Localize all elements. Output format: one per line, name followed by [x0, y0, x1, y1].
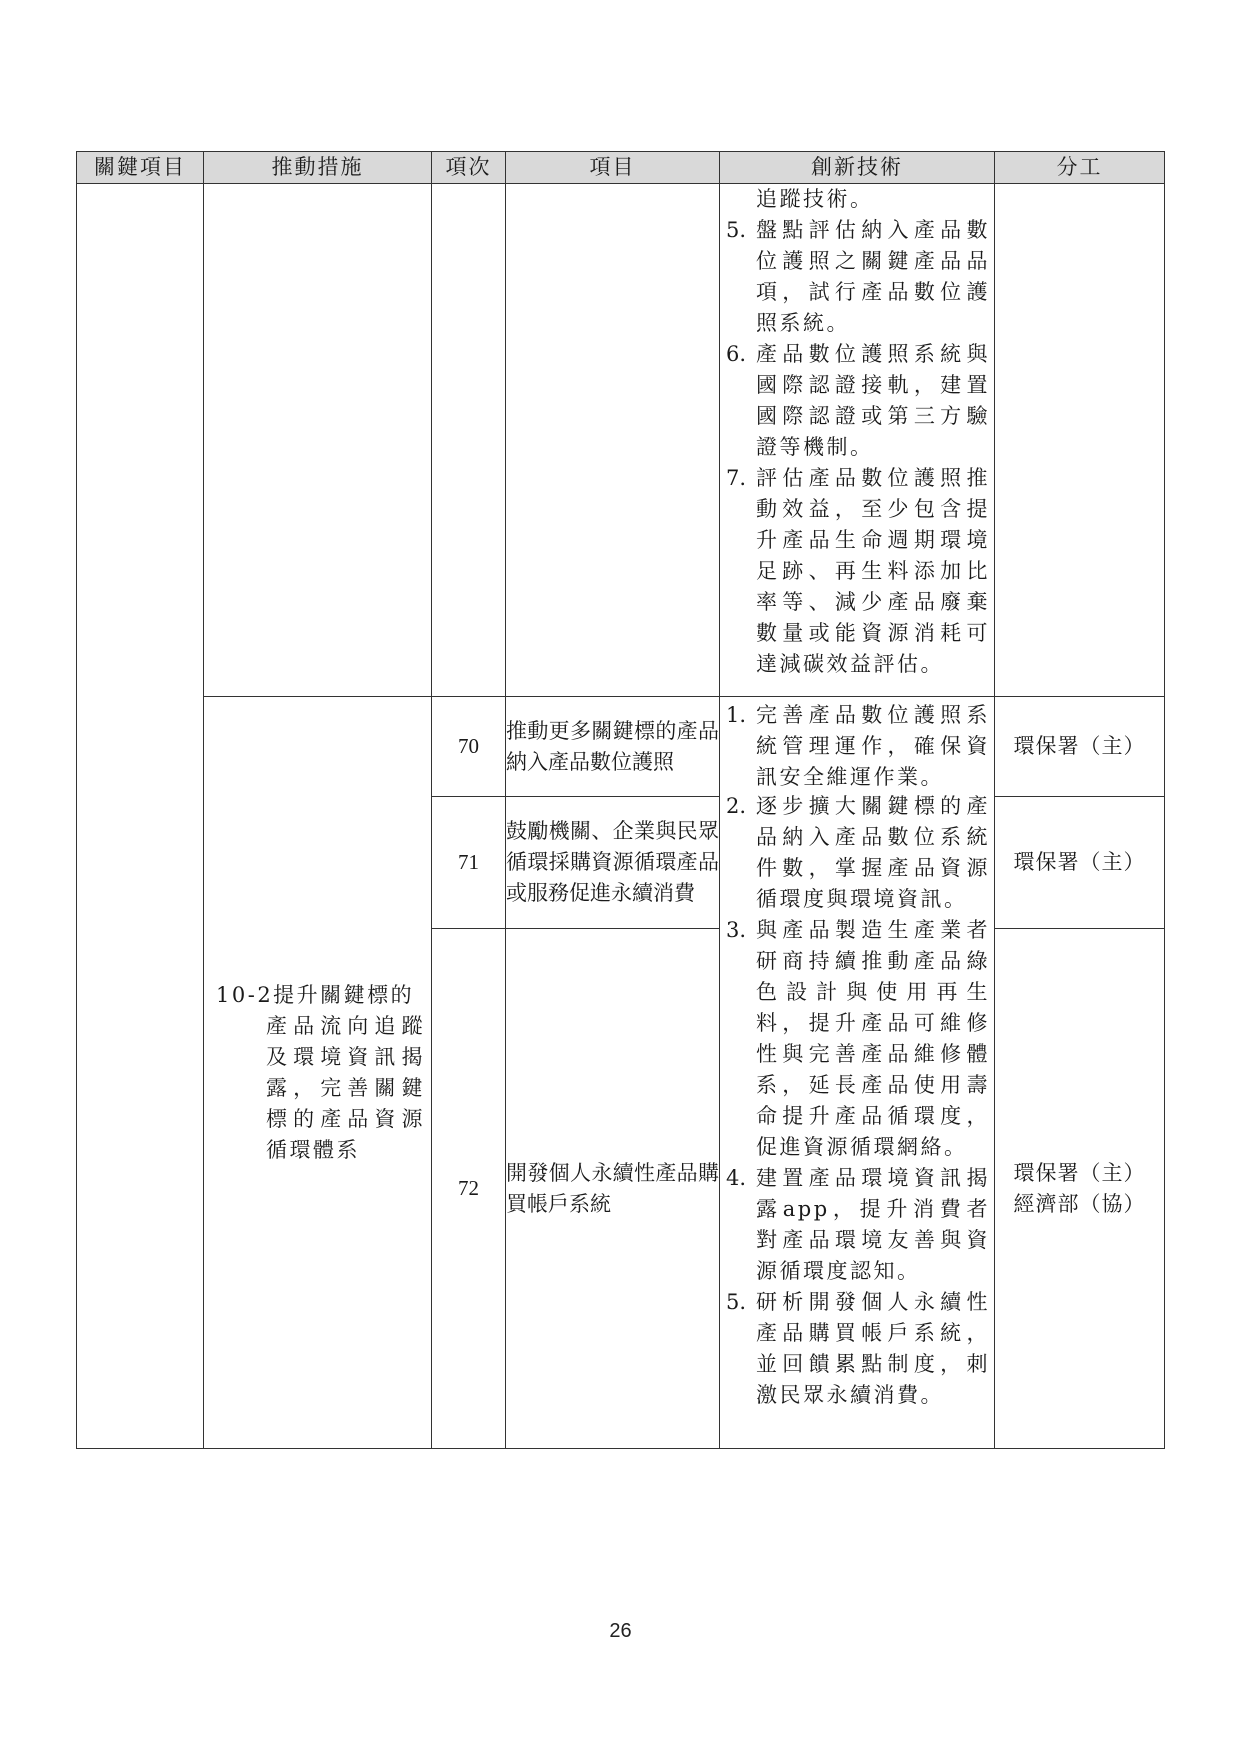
division-support: 經濟部（協）: [1013, 1191, 1146, 1216]
number-cell-continued: [432, 184, 506, 697]
row-item: 推動更多關鍵標的產品納入產品數位護照: [506, 697, 720, 797]
tech-cell-group: [720, 697, 995, 1449]
header-item: 項目: [506, 152, 720, 184]
measure-cell: [204, 697, 432, 1449]
header-measure: 推動措施: [204, 152, 432, 184]
row-item: 鼓勵機關、企業與民眾循環採購資源循環產品或服務促進永續消費: [506, 797, 720, 929]
item-cell-continued: [506, 184, 720, 697]
list-item: 7. 評估產品數位護照推動效益，至少包含提升產品生命週期環境足跡、再生料添加比率等、減少產品廢棄數量或能資源消耗可達減碳效益評估。: [726, 466, 990, 676]
row-number: 71: [432, 797, 506, 929]
row-item: 開發個人永續性產品購買帳戶系統: [506, 929, 720, 1449]
tech-lead-text: 追蹤技術。: [756, 187, 874, 211]
header-row: [77, 152, 1165, 184]
table-row-continued: [77, 184, 1165, 697]
row-division: 環保署（主）: [995, 697, 1165, 797]
measure-cell-continued: [204, 184, 432, 697]
tech-cell-continued: [720, 184, 995, 697]
measure-text: [204, 980, 431, 1166]
header-number: 項次: [432, 152, 506, 184]
measures-table: [76, 151, 1165, 1449]
row-division: 環保署（主）: [995, 797, 1165, 929]
row-number: 72: [432, 929, 506, 1449]
page-number: 26: [609, 1620, 632, 1642]
row-division: [995, 929, 1165, 1449]
header-division: 分工: [995, 152, 1165, 184]
tech-list-continued: [720, 215, 994, 683]
list-item: 4. 建置產品環境資訊揭露app，提升消費者對產品環境友善與資源循環度認知。: [726, 1166, 990, 1283]
list-item: 5. 盤點評估納入產品數位護照之關鍵產品品項，試行產品數位護照系統。: [726, 218, 990, 335]
measure-title: 10-2提升關鍵標的: [216, 982, 415, 1007]
list-item: 1. 完善產品數位護照系統管理運作，確保資訊安全維運作業。: [726, 703, 990, 789]
division-lead: 環保署（主）: [1013, 1160, 1146, 1185]
tech-list-group: [720, 697, 994, 1414]
list-item: 6. 產品數位護照系統與國際認證接軌，建置國際認證或第三方驗證等機制。: [726, 342, 990, 459]
measure-description: 產品流向追蹤及環境資訊揭露，完善關鍵標的產品資源循環體系: [266, 1013, 425, 1162]
list-item: 2. 逐步擴大關鍵標的產品納入產品數位系統件數，掌握產品資源循環度與環境資訊。: [726, 794, 990, 911]
list-item: 5. 研析開發個人永續性產品購買帳戶系統，並回饋累點制度，刺激民眾永續消費。: [726, 1290, 990, 1407]
header-tech: 創新技術: [720, 152, 995, 184]
header-key-item: 關鍵項目: [77, 152, 204, 184]
table-row-70: [77, 697, 1165, 797]
row-number: 70: [432, 697, 506, 797]
key-item-cell: [77, 184, 204, 1449]
division-cell-continued: [995, 184, 1165, 697]
list-item: 3. 與產品製造生產業者研商持續推動產品綠色設計與使用再生料，提升產品可維修性與完善產品維修體系，延長產品使用壽命提升產品循環度，促進資源循環網絡。: [726, 918, 990, 1159]
